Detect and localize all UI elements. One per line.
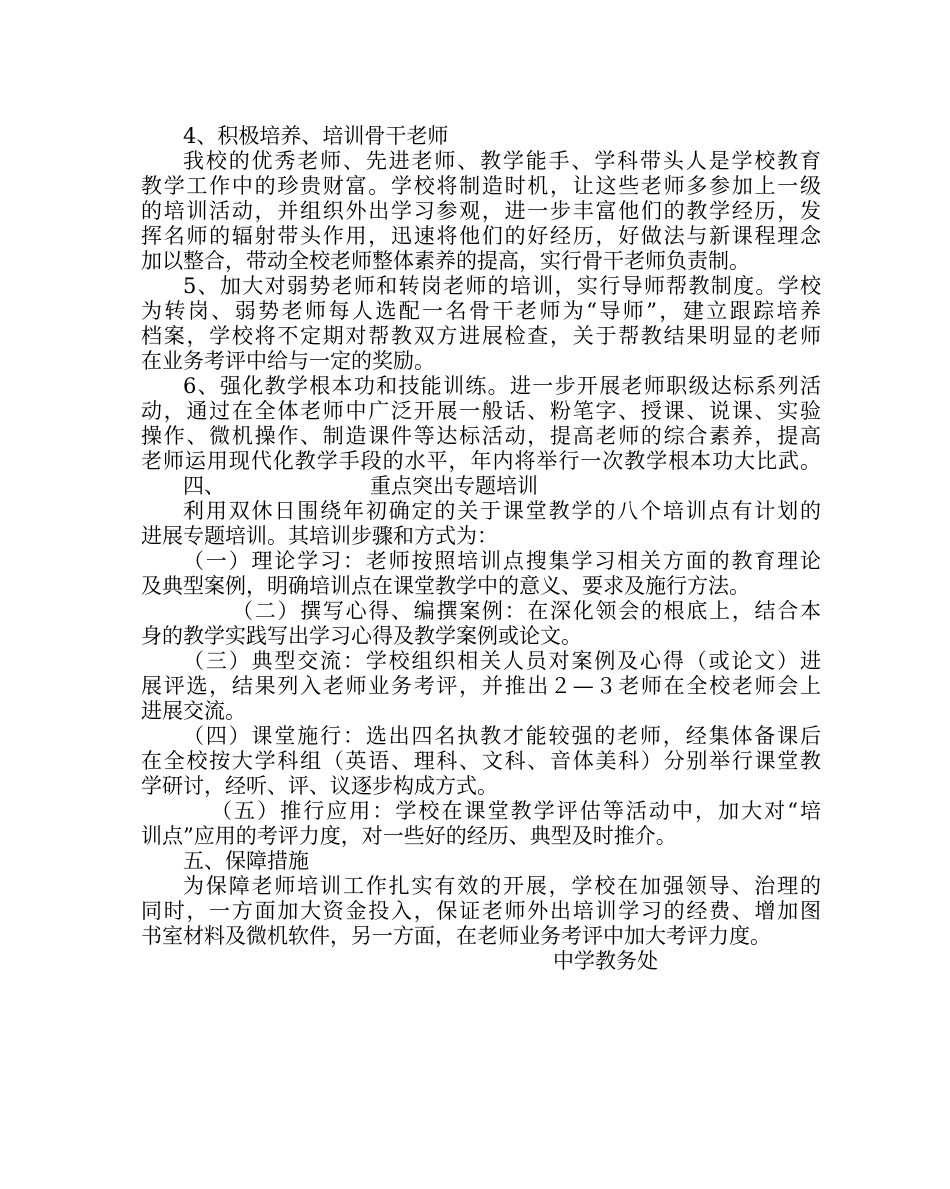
section-4-line: 我校的优秀老师、先进老师、教学能手、学科带头人是学校教育 (183, 149, 821, 173)
step-2-line: （二）撰写心得、编撰案例：在深化领会的根底上，结合本 (232, 599, 821, 623)
step-1-line: （一）理论学习：老师按照培训点搜集学习相关方面的教育理论 (183, 549, 821, 573)
step-5-line: （五）推行应用：学校在课堂教学评估等活动中，加大对“培 (211, 799, 821, 823)
signature-office: 中学教务处 (553, 949, 658, 973)
part-4-number: 四、 (183, 474, 225, 498)
step-5-line: 训点”应用的考评力度，对一些好的经历、典型及时推介。 (141, 824, 677, 848)
step-1-line: 及典型案例，明确培训点在课堂教学中的意义、要求及施行方法。 (141, 574, 750, 598)
part-5-line: 为保障老师培训工作扎实有效的开展，学校在加强领导、治理的 (183, 874, 821, 898)
section-4-line: 教学工作中的珍贵财富。学校将制造时机，让这些老师多参加上一级 (141, 174, 821, 198)
section-4-heading: 4、积极培养、培训骨干老师 (183, 124, 449, 148)
step-2-line: 身的教学实践写出学习心得及教学案例或论文。 (141, 624, 582, 648)
step-4-line: 学研讨，经听、评、议逐步构成方式。 (141, 774, 498, 798)
part-5-line: 书室材料及微机软件，另一方面，在老师业务考评中加大考评力度。 (141, 924, 771, 948)
part-4-title: 重点突出专题培训 (370, 474, 538, 498)
section-4-line: 的培训活动，并组织外出学习参观，进一步丰富他们的教学经历，发 (141, 199, 821, 223)
section-5-line: 5、加大对弱势老师和转岗老师的培训，实行导师帮教制度。学校 (183, 274, 821, 298)
section-6-line: 操作、微机操作、制造课件等达标活动，提高老师的综合素养，提高 (141, 424, 821, 448)
step-4-line: 在全校按大学科组（英语、理科、文科、音体美科）分别举行课堂教 (141, 749, 821, 773)
section-4-line: 挥名师的辐射带头作用，迅速将他们的好经历，好做法与新课程理念 (141, 224, 821, 248)
section-5-line: 档案，学校将不定期对帮教双方进展检查，关于帮教结果明显的老师 (141, 324, 821, 348)
section-6-line: 6、强化教学根本功和技能训练。进一步开展老师职级达标系列活 (183, 374, 821, 398)
section-6-line: 老师运用现代化教学手段的水平，年内将举行一次教学根本功大比武。 (141, 449, 821, 473)
step-3-line: 展评选，结果列入老师业务考评，并推出２—３老师在全校老师会上 (141, 674, 821, 698)
part-5-heading: 五、保障措施 (183, 849, 309, 873)
section-4-line: 加以整合，带动全校老师整体素养的提高，实行骨干老师负责制。 (141, 249, 750, 273)
part-5-line: 同时，一方面加大资金投入，保证老师外出培训学习的经费、增加图 (141, 899, 821, 923)
step-4-line: （四）课堂施行：选出四名执教才能较强的老师，经集体备课后 (183, 724, 821, 748)
step-3-line: 进展交流。 (141, 699, 246, 723)
step-3-line: （三）典型交流：学校组织相关人员对案例及心得（或论文）进 (183, 649, 821, 673)
section-5-line: 在业务考评中给与一定的奖励。 (141, 349, 435, 373)
part-4-intro-line: 利用双休日围绕年初确定的关于课堂教学的八个培训点有计划的 (183, 499, 821, 523)
section-5-line: 为转岗、弱势老师每人选配一名骨干老师为“导师”，建立跟踪培养 (141, 299, 821, 323)
part-4-intro-line: 进展专题培训。其培训步骤和方式为： (141, 524, 498, 548)
section-6-line: 动，通过在全体老师中广泛开展一般话、粉笔字、授课、说课、实验 (141, 399, 821, 423)
